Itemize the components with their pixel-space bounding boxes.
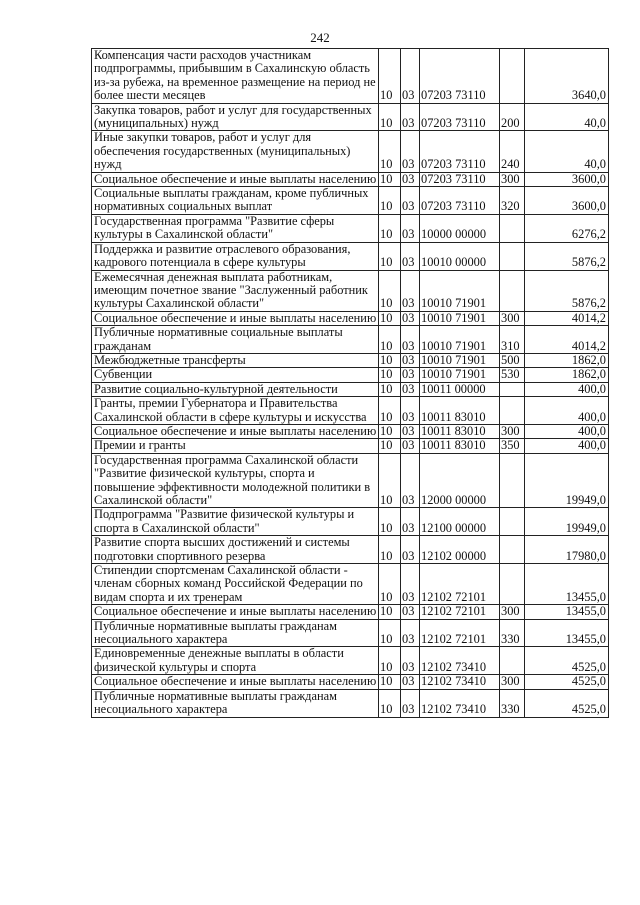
table-row xyxy=(92,242,609,270)
table-row xyxy=(92,368,609,382)
amount: 17980,0 xyxy=(525,536,609,564)
expense-type-code xyxy=(500,270,525,311)
target-article-code: 12102 72101 xyxy=(420,564,500,605)
subsection-code: 03 xyxy=(401,242,420,270)
subsection-code: 03 xyxy=(401,172,420,186)
subsection-code: 03 xyxy=(401,311,420,325)
expense-type-code: 240 xyxy=(500,131,525,172)
section-code: 10 xyxy=(379,424,401,438)
expense-type-code: 320 xyxy=(500,187,525,215)
expense-type-code xyxy=(500,453,525,508)
item-name: Стипендии спортсменам Сахалинской области - членам сборных команд Российской Федерации по видам спорта и их тренерам xyxy=(92,564,379,605)
section-code: 10 xyxy=(379,214,401,242)
amount: 5876,2 xyxy=(525,242,609,270)
subsection-code: 03 xyxy=(401,619,420,647)
expense-type-code xyxy=(500,214,525,242)
table-row xyxy=(92,172,609,186)
subsection-code: 03 xyxy=(401,131,420,172)
table-row xyxy=(92,508,609,536)
amount: 3600,0 xyxy=(525,172,609,186)
expense-type-code: 300 xyxy=(500,172,525,186)
section-code: 10 xyxy=(379,353,401,367)
target-article-code: 12102 73410 xyxy=(420,675,500,689)
target-article-code: 12100 00000 xyxy=(420,508,500,536)
section-code: 10 xyxy=(379,536,401,564)
subsection-code: 03 xyxy=(401,270,420,311)
expense-type-code xyxy=(500,397,525,425)
amount: 400,0 xyxy=(525,382,609,396)
target-article-code: 12000 00000 xyxy=(420,453,500,508)
target-article-code: 10011 83010 xyxy=(420,397,500,425)
item-name: Социальное обеспечение и иные выплаты населению xyxy=(92,172,379,186)
expense-type-code xyxy=(500,508,525,536)
section-code: 10 xyxy=(379,242,401,270)
item-name: Премии и гранты xyxy=(92,439,379,453)
target-article-code: 10011 83010 xyxy=(420,439,500,453)
item-name: Единовременные денежные выплаты в области физической культуры и спорта xyxy=(92,647,379,675)
item-name: Гранты, премии Губернатора и Правительства Сахалинской области в сфере культуры и искусства xyxy=(92,397,379,425)
section-code: 10 xyxy=(379,172,401,186)
expense-type-code: 300 xyxy=(500,605,525,619)
expense-type-code xyxy=(500,564,525,605)
amount: 40,0 xyxy=(525,131,609,172)
target-article-code: 10000 00000 xyxy=(420,214,500,242)
section-code: 10 xyxy=(379,131,401,172)
table-row xyxy=(92,311,609,325)
target-article-code: 07203 73110 xyxy=(420,131,500,172)
amount: 13455,0 xyxy=(525,619,609,647)
subsection-code: 03 xyxy=(401,187,420,215)
table-row xyxy=(92,675,609,689)
table-row xyxy=(92,382,609,396)
table-row xyxy=(92,187,609,215)
amount: 4525,0 xyxy=(525,689,609,717)
item-name: Публичные нормативные выплаты гражданам несоциального характера xyxy=(92,619,379,647)
amount: 1862,0 xyxy=(525,353,609,367)
subsection-code: 03 xyxy=(401,424,420,438)
table-row xyxy=(92,103,609,131)
table-row xyxy=(92,689,609,717)
section-code: 10 xyxy=(379,397,401,425)
amount: 4014,2 xyxy=(525,326,609,354)
subsection-code: 03 xyxy=(401,439,420,453)
item-name: Закупка товаров, работ и услуг для государственных (муниципальных) нужд xyxy=(92,103,379,131)
table-row xyxy=(92,326,609,354)
expense-type-code: 330 xyxy=(500,689,525,717)
target-article-code: 10010 71901 xyxy=(420,353,500,367)
table-row xyxy=(92,647,609,675)
section-code: 10 xyxy=(379,49,401,104)
target-article-code: 12102 72101 xyxy=(420,605,500,619)
expense-type-code xyxy=(500,382,525,396)
expense-type-code xyxy=(500,242,525,270)
item-name: Государственная программа "Развитие сферы культуры в Сахалинской области" xyxy=(92,214,379,242)
expense-type-code: 350 xyxy=(500,439,525,453)
section-code: 10 xyxy=(379,368,401,382)
section-code: 10 xyxy=(379,187,401,215)
subsection-code: 03 xyxy=(401,353,420,367)
item-name: Компенсация части расходов участникам подпрограммы, прибывшим в Сахалинскую область из-за рубежа, на временное размещение на период не более шести месяцев xyxy=(92,49,379,104)
section-code: 10 xyxy=(379,382,401,396)
subsection-code: 03 xyxy=(401,564,420,605)
amount: 6276,2 xyxy=(525,214,609,242)
table-row xyxy=(92,439,609,453)
target-article-code: 07203 73110 xyxy=(420,172,500,186)
subsection-code: 03 xyxy=(401,453,420,508)
amount: 13455,0 xyxy=(525,605,609,619)
item-name: Иные закупки товаров, работ и услуг для обеспечения государственных (муниципальных) нужд xyxy=(92,131,379,172)
table-row xyxy=(92,353,609,367)
section-code: 10 xyxy=(379,270,401,311)
item-name: Поддержка и развитие отраслевого образования, кадрового потенциала в сфере культуры xyxy=(92,242,379,270)
item-name: Социальное обеспечение и иные выплаты населению xyxy=(92,605,379,619)
amount: 13455,0 xyxy=(525,564,609,605)
table-row xyxy=(92,49,609,104)
target-article-code: 07203 73110 xyxy=(420,49,500,104)
item-name: Социальное обеспечение и иные выплаты населению xyxy=(92,675,379,689)
item-name: Межбюджетные трансферты xyxy=(92,353,379,367)
section-code: 10 xyxy=(379,326,401,354)
item-name: Публичные нормативные социальные выплаты гражданам xyxy=(92,326,379,354)
target-article-code: 10011 00000 xyxy=(420,382,500,396)
target-article-code: 10010 71901 xyxy=(420,270,500,311)
table-row xyxy=(92,619,609,647)
target-article-code: 12102 72101 xyxy=(420,619,500,647)
amount: 400,0 xyxy=(525,397,609,425)
target-article-code: 10011 83010 xyxy=(420,424,500,438)
section-code: 10 xyxy=(379,675,401,689)
table-row xyxy=(92,397,609,425)
subsection-code: 03 xyxy=(401,382,420,396)
item-name: Социальные выплаты гражданам, кроме публичных нормативных социальных выплат xyxy=(92,187,379,215)
table-row xyxy=(92,270,609,311)
expense-type-code xyxy=(500,647,525,675)
target-article-code: 10010 00000 xyxy=(420,242,500,270)
budget-table-body xyxy=(92,49,609,718)
section-code: 10 xyxy=(379,103,401,131)
amount: 5876,2 xyxy=(525,270,609,311)
item-name: Ежемесячная денежная выплата работникам, имеющим почетное звание "Заслуженный работник культуры Сахалинской области" xyxy=(92,270,379,311)
expense-type-code: 300 xyxy=(500,311,525,325)
section-code: 10 xyxy=(379,508,401,536)
section-code: 10 xyxy=(379,439,401,453)
expense-type-code: 300 xyxy=(500,675,525,689)
subsection-code: 03 xyxy=(401,214,420,242)
section-code: 10 xyxy=(379,564,401,605)
section-code: 10 xyxy=(379,605,401,619)
amount: 4014,2 xyxy=(525,311,609,325)
page-number: 242 xyxy=(310,30,330,45)
amount: 1862,0 xyxy=(525,368,609,382)
table-row xyxy=(92,453,609,508)
item-name: Социальное обеспечение и иные выплаты населению xyxy=(92,311,379,325)
item-name: Подпрограмма "Развитие физической культуры и спорта в Сахалинской области" xyxy=(92,508,379,536)
item-name: Развитие социально-культурной деятельности xyxy=(92,382,379,396)
section-code: 10 xyxy=(379,689,401,717)
subsection-code: 03 xyxy=(401,397,420,425)
subsection-code: 03 xyxy=(401,508,420,536)
amount: 400,0 xyxy=(525,439,609,453)
section-code: 10 xyxy=(379,453,401,508)
section-code: 10 xyxy=(379,619,401,647)
subsection-code: 03 xyxy=(401,647,420,675)
expense-type-code: 330 xyxy=(500,619,525,647)
section-code: 10 xyxy=(379,311,401,325)
budget-table xyxy=(91,48,609,718)
target-article-code: 07203 73110 xyxy=(420,187,500,215)
amount: 19949,0 xyxy=(525,508,609,536)
target-article-code: 12102 73410 xyxy=(420,647,500,675)
target-article-code: 10010 71901 xyxy=(420,368,500,382)
amount: 400,0 xyxy=(525,424,609,438)
subsection-code: 03 xyxy=(401,103,420,131)
subsection-code: 03 xyxy=(401,368,420,382)
expense-type-code: 200 xyxy=(500,103,525,131)
amount: 3640,0 xyxy=(525,49,609,104)
target-article-code: 12102 73410 xyxy=(420,689,500,717)
section-code: 10 xyxy=(379,647,401,675)
table-row xyxy=(92,605,609,619)
item-name: Государственная программа Сахалинской области "Развитие физической культуры, спорта и повышение эффективности молодежной политики в Сахалинской области" xyxy=(92,453,379,508)
target-article-code: 07203 73110 xyxy=(420,103,500,131)
table-row xyxy=(92,536,609,564)
expense-type-code xyxy=(500,536,525,564)
amount: 19949,0 xyxy=(525,453,609,508)
amount: 4525,0 xyxy=(525,675,609,689)
item-name: Публичные нормативные выплаты гражданам несоциального характера xyxy=(92,689,379,717)
amount: 40,0 xyxy=(525,103,609,131)
table-row xyxy=(92,424,609,438)
expense-type-code xyxy=(500,49,525,104)
table-row xyxy=(92,214,609,242)
target-article-code: 12102 00000 xyxy=(420,536,500,564)
target-article-code: 10010 71901 xyxy=(420,311,500,325)
subsection-code: 03 xyxy=(401,326,420,354)
table-row xyxy=(92,131,609,172)
subsection-code: 03 xyxy=(401,675,420,689)
subsection-code: 03 xyxy=(401,49,420,104)
amount: 4525,0 xyxy=(525,647,609,675)
item-name: Развитие спорта высших достижений и системы подготовки спортивного резерва xyxy=(92,536,379,564)
subsection-code: 03 xyxy=(401,689,420,717)
amount: 3600,0 xyxy=(525,187,609,215)
item-name: Субвенции xyxy=(92,368,379,382)
expense-type-code: 300 xyxy=(500,424,525,438)
table-row xyxy=(92,564,609,605)
target-article-code: 10010 71901 xyxy=(420,326,500,354)
expense-type-code: 530 xyxy=(500,368,525,382)
subsection-code: 03 xyxy=(401,605,420,619)
expense-type-code: 500 xyxy=(500,353,525,367)
item-name: Социальное обеспечение и иные выплаты населению xyxy=(92,424,379,438)
subsection-code: 03 xyxy=(401,536,420,564)
expense-type-code: 310 xyxy=(500,326,525,354)
